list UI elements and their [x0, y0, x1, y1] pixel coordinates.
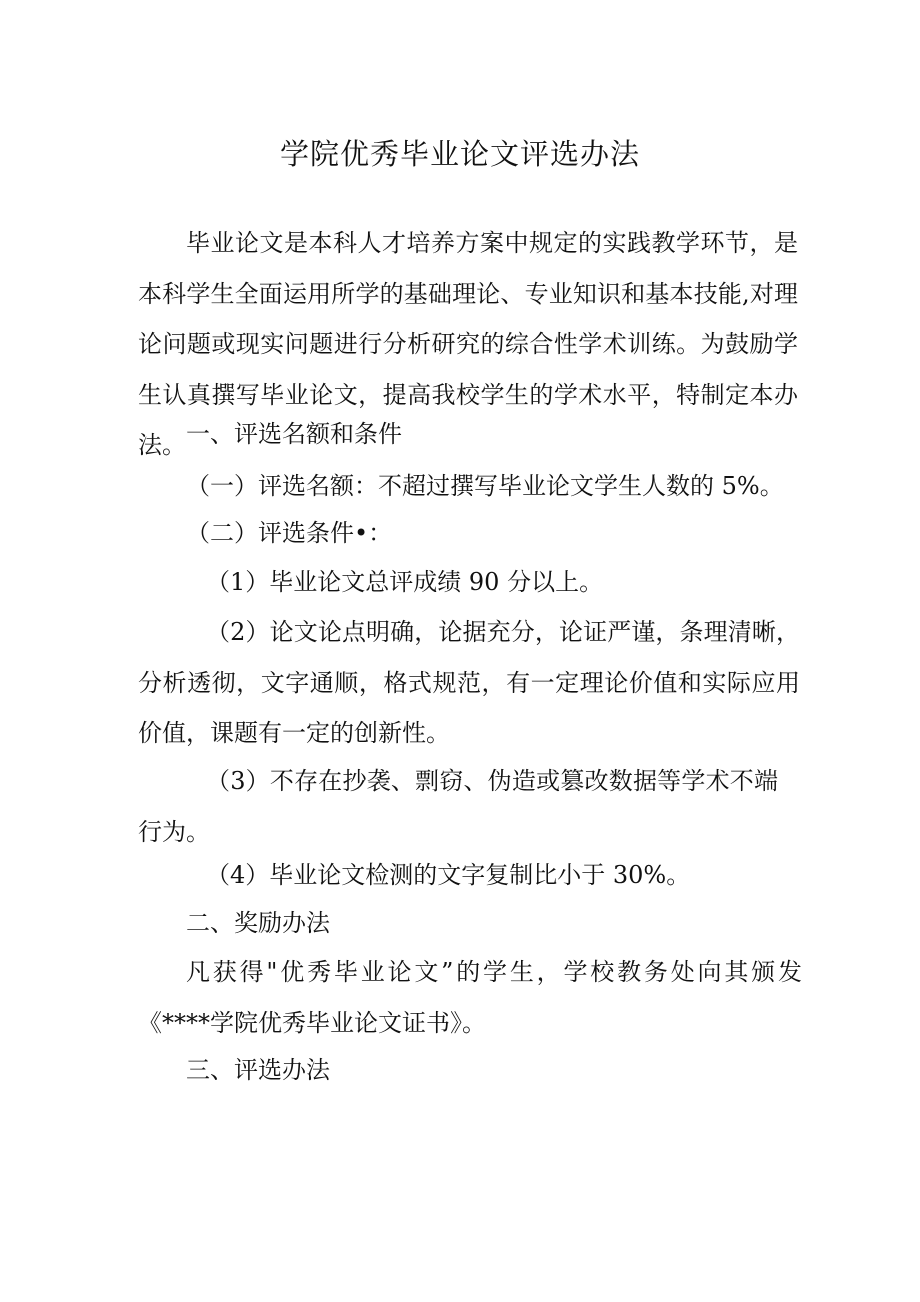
condition-3: （3）不存在抄袭、剽窃、伪造或篡改数据等学术不端行为。	[138, 767, 778, 846]
quota-item: （一）评选名额：不超过撰写毕业论文学生人数的 5%。	[186, 472, 784, 500]
condition-1: （1）毕业论文总评成绩 90 分以上。	[206, 568, 604, 596]
section3-heading: 三、评选办法	[186, 1056, 330, 1084]
conditions-heading: （二）评选条件•：	[186, 519, 393, 547]
intro-paragraph: 毕业论文是本科人才培养方案中规定的实践教学环节，是本科学生全面运用所学的基础理论、专业知识和基本技能,对理论问题或现实问题进行分析研究的综合性学术训练。为鼓励学生认真撰写毕业论文，提高我校学生的学术水平，特制定本办法。	[138, 229, 798, 459]
section2-body: 凡获得"优秀毕业论文”的学生，学校教务处向其颁发《****学院优秀毕业论文证书》。	[138, 958, 802, 1037]
document-title: 学院优秀毕业论文评选办法	[279, 137, 640, 171]
condition-2: （2）论文论点明确，论据充分，论证严谨，条理清晰，分析透彻，文字通顺，格式规范，有一定理论价值和实际应用价值，课题有一定的创新性。	[138, 618, 800, 747]
condition-4: （4）毕业论文检测的文字复制比小于 30%。	[206, 861, 691, 889]
section2-heading: 二、奖励办法	[186, 909, 330, 937]
section1-heading: 一、评选名额和条件	[186, 420, 402, 448]
